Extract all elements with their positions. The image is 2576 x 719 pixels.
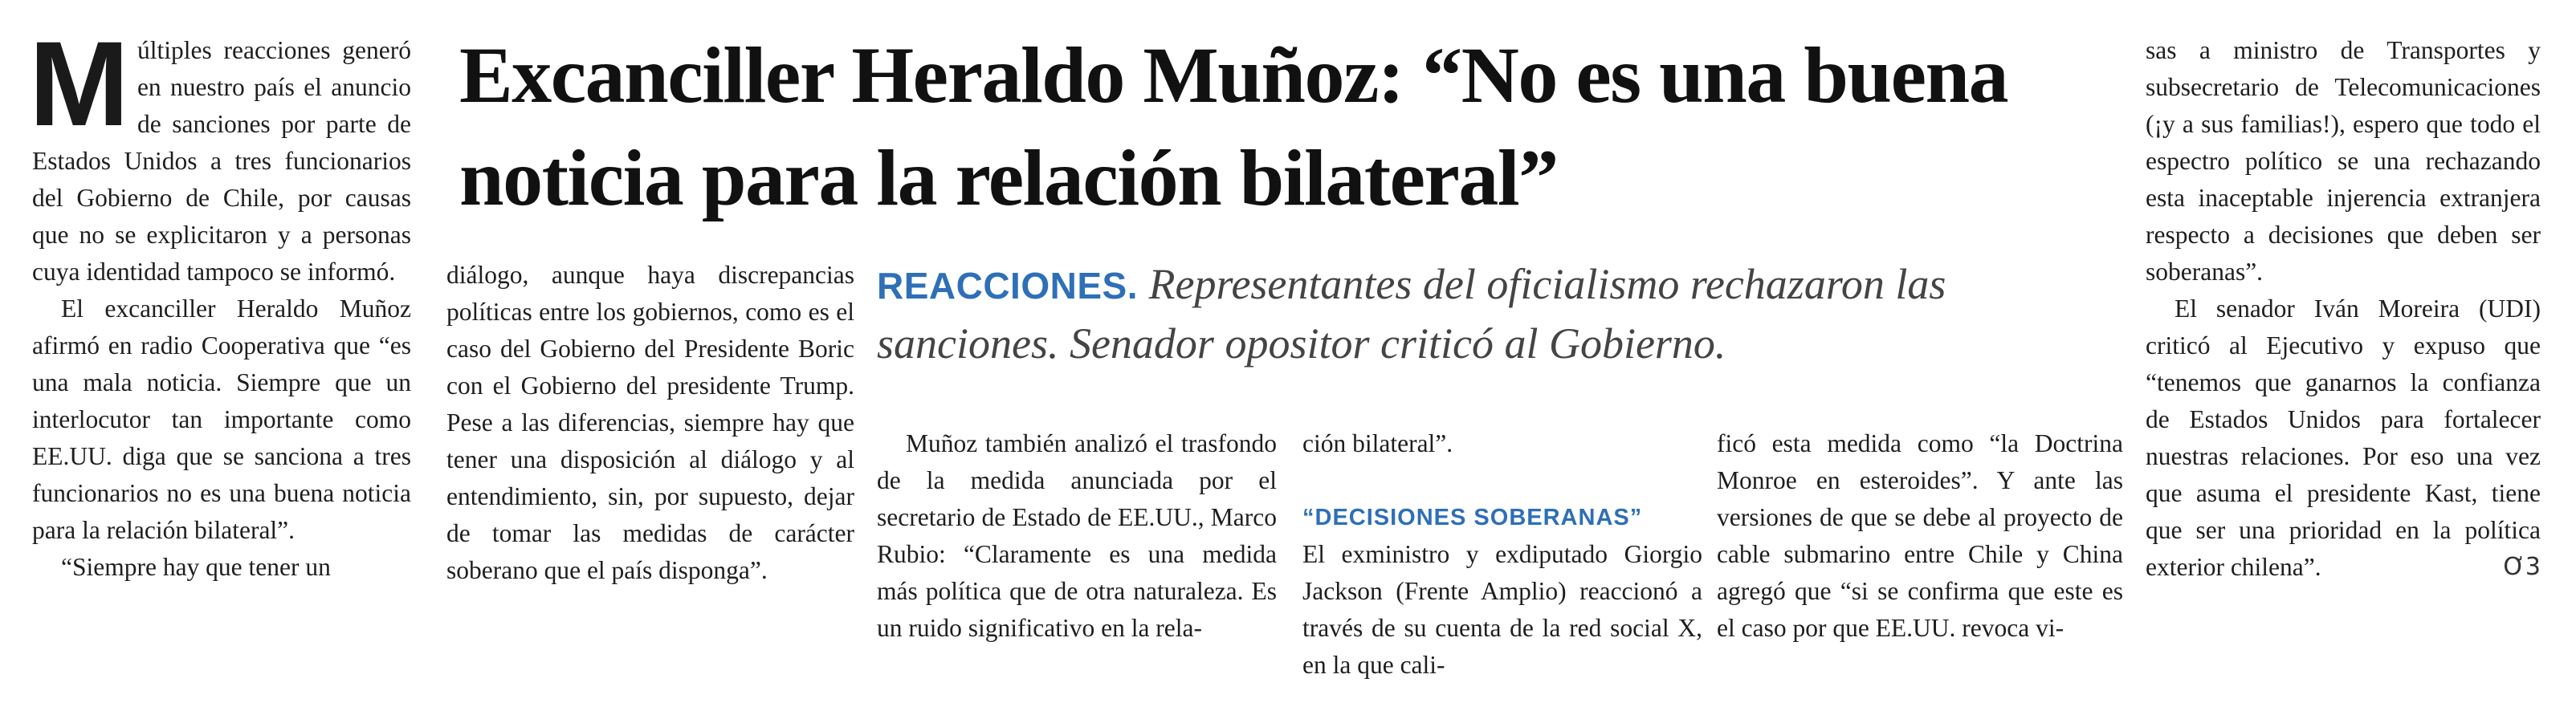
body-paragraph: diálogo, aunque haya discrepancias políticas entre los gobiernos, como es el caso del Gobierno del Presidente Boric con el Gobierno del presidente Trump. Pese a las diferencias, siempre hay que tener una disposición al diálogo y al entendimiento, sin, por supuesto, dejar de tomar las medidas de carácter soberano que el país disponga”. xyxy=(446,261,854,584)
drop-cap: M xyxy=(29,16,129,151)
section-subhead: “DECISIONES SOBERANAS” xyxy=(1302,505,1643,530)
body-column-6 xyxy=(2146,32,2541,586)
body-column-1 xyxy=(29,16,411,586)
body-column-3 xyxy=(877,425,1277,647)
body-column-4 xyxy=(1302,425,1702,684)
body-paragraph: Muñoz también analizó el trasfondo de la medida anunciada por el secretario de Estado de EE.UU., Marco Rubio: “Claramente es una medida más política que de otra naturaleza. Es un ruido significativo en la rela- xyxy=(877,429,1277,642)
body-paragraph: “Siempre hay que tener un xyxy=(61,553,331,581)
body-column-5 xyxy=(1717,425,2123,647)
lead-paragraph-text: últiples reacciones generó en nuestro país el anuncio de sanciones por parte de Estados Unidos a tres funcionarios del Gobierno de Chile, por causas que no se explicitaron y a personas cuya identidad tampoco se informó. xyxy=(32,36,411,286)
kicker xyxy=(877,255,2130,372)
body-paragraph: El excanciller Heraldo Muñoz afirmó en radio Cooperativa que “es una mala noticia. Siempre que un interlocutor tan importante como EE.UU. diga que se sanciona a tres funcionarios no es una buena noticia para la relación bilateral”. xyxy=(32,295,411,544)
headline: Excanciller Heraldo Muñoz: “No es una buena noticia para la relación bilateral” xyxy=(459,30,2008,222)
kicker-deck: Representantes del oficialismo rechazaron las sanciones. Senador opositor criticó al Gobierno. xyxy=(877,260,1946,368)
body-paragraph-continuation: ción bilateral”. xyxy=(1302,429,1453,457)
body-column-2 xyxy=(446,257,854,589)
body-paragraph: ficó esta medida como “la Doctrina Monroe en esteroides”. Y ante las versiones de que se debe al proyecto de cable submarino entre Chile y China agregó que “si se confirma que este es el caso por que EE.UU. revoca vi- xyxy=(1717,429,2123,642)
kicker-tag: REACCIONES. xyxy=(877,265,1138,307)
lead-paragraph xyxy=(29,16,411,290)
body-paragraph-continuation: sas a ministro de Transportes y subsecretario de Telecomunicaciones (¡y a sus familias!), espero que todo el espectro político se una rechazando esta inaceptable injerencia extranjera respecto a decisiones que deben ser soberanas”. xyxy=(2146,36,2541,286)
end-mark-icon: Ơ3 xyxy=(2503,553,2541,581)
body-paragraph xyxy=(2146,290,2541,586)
final-paragraph-text: El senador Iván Moreira (UDI) criticó al Ejecutivo y expuso que “tenemos que ganarnos la confianza de Estados Unidos para fortalecer nuestras relaciones. Por eso una vez que asuma el presidente Kast, tiene que ser una prioridad en la política exterior chilena”. xyxy=(2146,295,2541,581)
body-paragraph: El exministro y exdiputado Giorgio Jackson (Frente Amplio) reaccionó a través de su cuenta de la red social X, en la que cali- xyxy=(1302,540,1702,679)
